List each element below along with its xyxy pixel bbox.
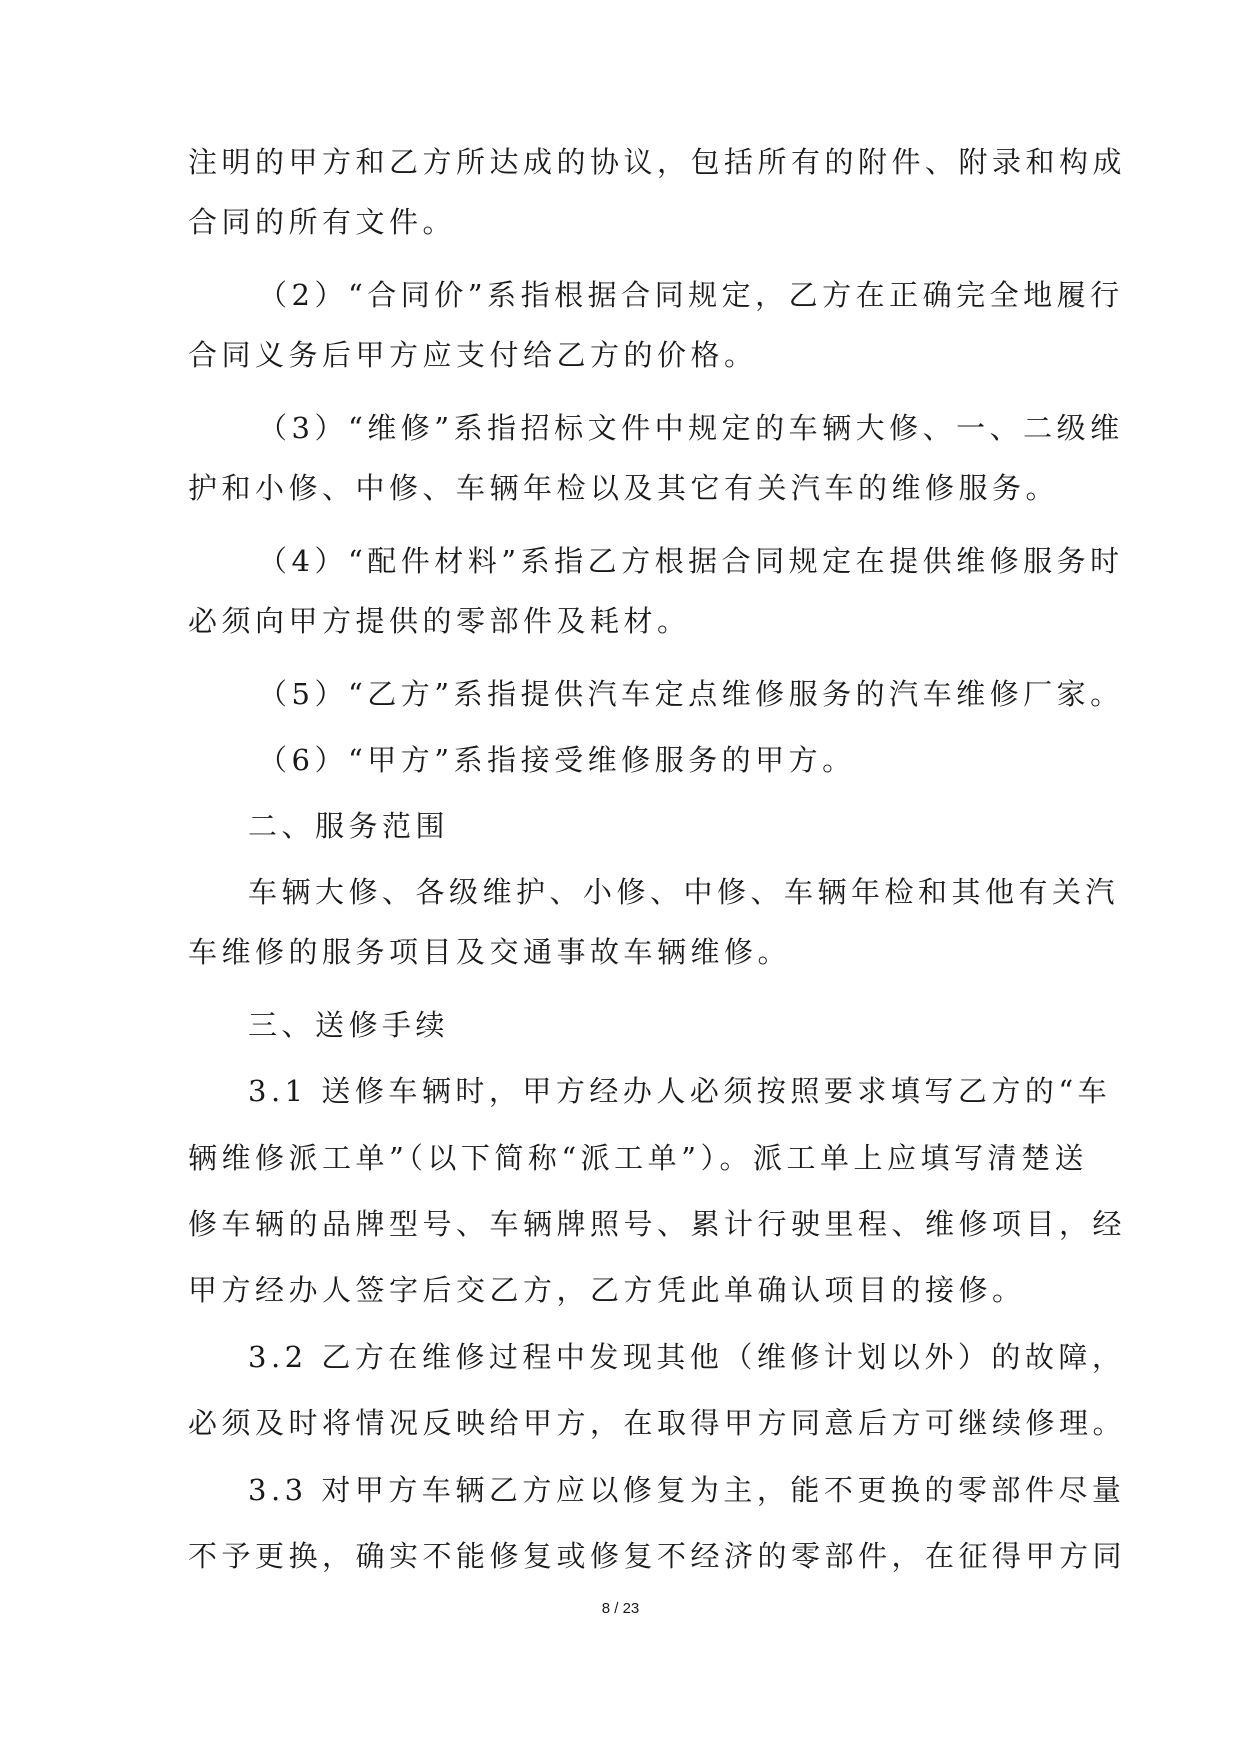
page-number: 8 / 23: [601, 1600, 640, 1617]
text-line: 合同义务后甲方应支付给乙方的价格。: [188, 338, 758, 372]
text-line: （5）“乙方”系指提供汽车定点维修服务的汽车维修厂家。: [258, 677, 1124, 711]
text-line: 必须向甲方提供的零部件及耗材。: [188, 604, 691, 638]
text-line: （6）“甲方”系指接受维修服务的甲方。: [258, 743, 856, 777]
text-line: 不予更换，确实不能修复或修复不经济的零部件，在征得甲方同: [188, 1539, 1127, 1573]
text-line: （3）“维修”系指招标文件中规定的车辆大修、一、二级维: [258, 411, 1124, 445]
text-line: 甲方经办人签字后交乙方，乙方凭此单确认项目的接修。: [188, 1273, 1026, 1307]
text-line: 3.1 送修车辆时，甲方经办人必须按照要求填写乙方的“车: [248, 1074, 1112, 1108]
text-line: 修车辆的品牌型号、车辆牌照号、累计行驶里程、维修项目，经: [188, 1207, 1127, 1241]
text-line: 3.2 乙方在维修过程中发现其他（维修计划以外）的故障，: [248, 1340, 1126, 1374]
section-heading: 三、送修手续: [248, 1008, 450, 1042]
text-line: 车维修的服务项目及交通事故车辆维修。: [188, 935, 792, 969]
text-line: 车辆大修、各级维护、小修、中修、车辆年检和其他有关汽: [248, 875, 1120, 909]
text-line: 必须及时将情况反映给甲方，在取得甲方同意后方可继续修理。: [188, 1406, 1127, 1440]
text-line: 辆维修派工单”（以下简称“派工单”）。派工单上应填写清楚送: [188, 1141, 1088, 1175]
text-line: （4）“配件材料”系指乙方根据合同规定在提供维修服务时: [258, 544, 1124, 578]
section-heading: 二、服务范围: [248, 809, 450, 843]
text-line: 合同的所有文件。: [188, 205, 457, 239]
text-line: 注明的甲方和乙方所达成的协议，包括所有的附件、附录和构成: [188, 145, 1127, 179]
text-line: （2）“合同价”系指根据合同规定，乙方在正确完全地履行: [258, 278, 1124, 312]
text-line: 3.3 对甲方车辆乙方应以修复为主，能不更换的零部件尽量: [248, 1473, 1126, 1507]
text-line: 护和小修、中修、车辆年检以及其它有关汽车的维修服务。: [188, 471, 1060, 505]
